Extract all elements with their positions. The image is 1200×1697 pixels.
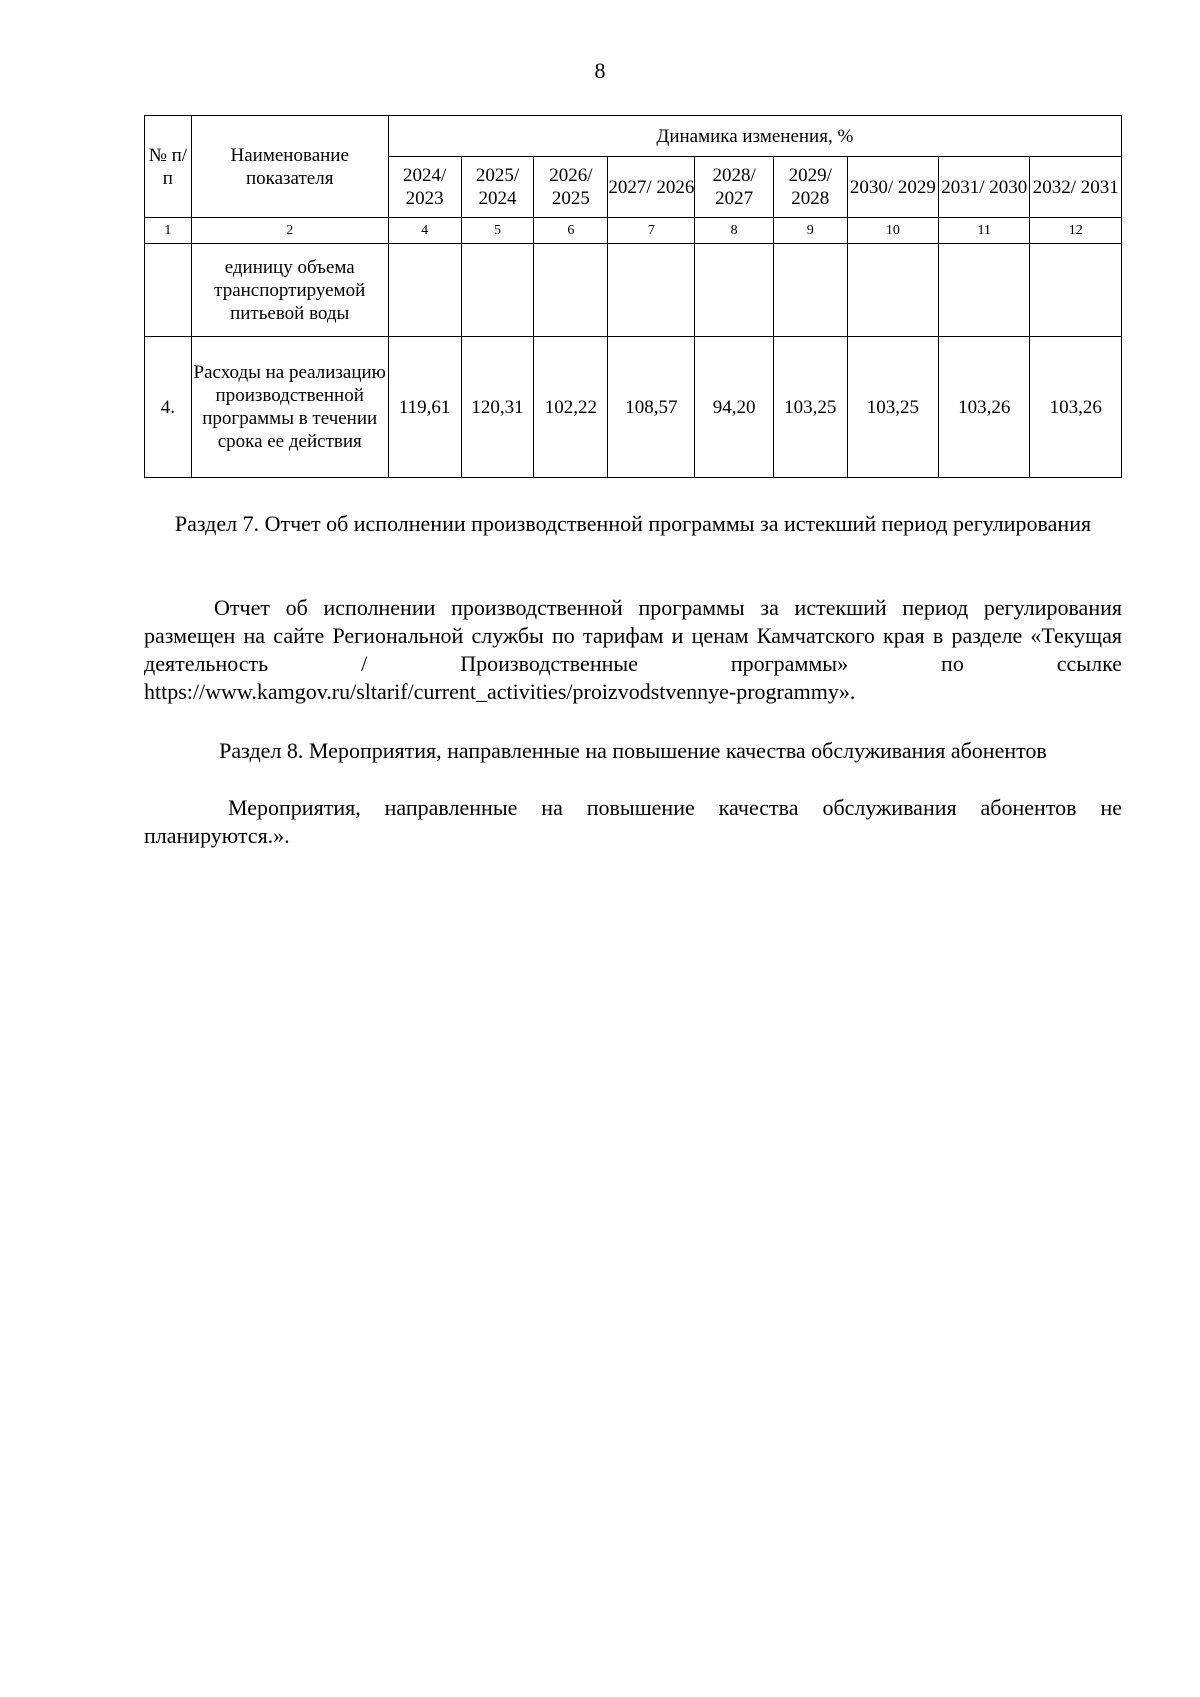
column-number: 9 (773, 218, 847, 244)
value-cell: 94,20 (695, 337, 773, 478)
column-number: 1 (145, 218, 192, 244)
value-cell: 119,61 (388, 337, 461, 478)
row-index (145, 244, 192, 337)
year-header: 2029/ 2028 (773, 157, 847, 218)
column-number: 11 (939, 218, 1030, 244)
section-7-heading: Раздел 7. Отчет об исполнении производственной программы за истекший период регулирования (174, 511, 1092, 536)
col-header-number: № п/п (145, 116, 192, 218)
value-cell (388, 244, 461, 337)
year-header: 2024/ 2023 (388, 157, 461, 218)
column-number: 8 (695, 218, 773, 244)
value-cell (847, 244, 938, 337)
year-header: 2031/ 2030 (939, 157, 1030, 218)
value-cell: 108,57 (608, 337, 695, 478)
value-cell: 120,31 (461, 337, 534, 478)
value-cell (695, 244, 773, 337)
column-number: 4 (388, 218, 461, 244)
year-header: 2032/ 2031 (1030, 157, 1122, 218)
indicator-name: Расходы на реализацию производственной программы в течении срока ее действия (191, 337, 388, 478)
year-header: 2025/ 2024 (461, 157, 534, 218)
table-row (145, 244, 1122, 337)
value-cell: 103,25 (847, 337, 938, 478)
value-cell: 103,26 (939, 337, 1030, 478)
col-header-dynamics: Динамика изменения, % (388, 116, 1121, 157)
section-8-paragraph: Мероприятия, направленные на повышение качества обслуживания абонентов не планируются.». (144, 795, 1122, 848)
value-cell (939, 244, 1030, 337)
year-header: 2028/ 2027 (695, 157, 773, 218)
value-cell (461, 244, 534, 337)
column-number: 6 (534, 218, 608, 244)
value-cell: 103,26 (1030, 337, 1122, 478)
column-number-row (145, 218, 1122, 244)
value-cell: 102,22 (534, 337, 608, 478)
table-row (145, 337, 1122, 478)
column-number: 12 (1030, 218, 1122, 244)
value-cell (534, 244, 608, 337)
column-number: 5 (461, 218, 534, 244)
column-number: 7 (608, 218, 695, 244)
page-number: 8 (594, 58, 606, 83)
value-cell: 103,25 (773, 337, 847, 478)
year-header: 2026/ 2025 (534, 157, 608, 218)
indicator-name: единицу объема транспортируемой питьевой воды (191, 244, 388, 337)
column-number: 10 (847, 218, 938, 244)
value-cell (1030, 244, 1122, 337)
column-number: 2 (191, 218, 388, 244)
year-header: 2030/ 2029 (847, 157, 938, 218)
indicator-dynamics-table (144, 115, 1122, 478)
value-cell (773, 244, 847, 337)
section-8-heading: Раздел 8. Мероприятия, направленные на повышение качества обслуживания абонентов (219, 738, 1047, 763)
row-index: 4. (145, 337, 192, 478)
value-cell (608, 244, 695, 337)
col-header-indicator-name: Наименование показателя (191, 116, 388, 218)
year-header: 2027/ 2026 (608, 157, 695, 218)
section-7-paragraph: Отчет об исполнении производственной программы за истекший период регулирования размещен на сайте Региональной службы по тарифам и ценам Камчатского края в разделе «Текущая деятельность / Производственные программы» по ссылке https://www.kamgov.ru/sltarif/current_activities/proizvodstvennye-programmy». (144, 595, 1122, 704)
